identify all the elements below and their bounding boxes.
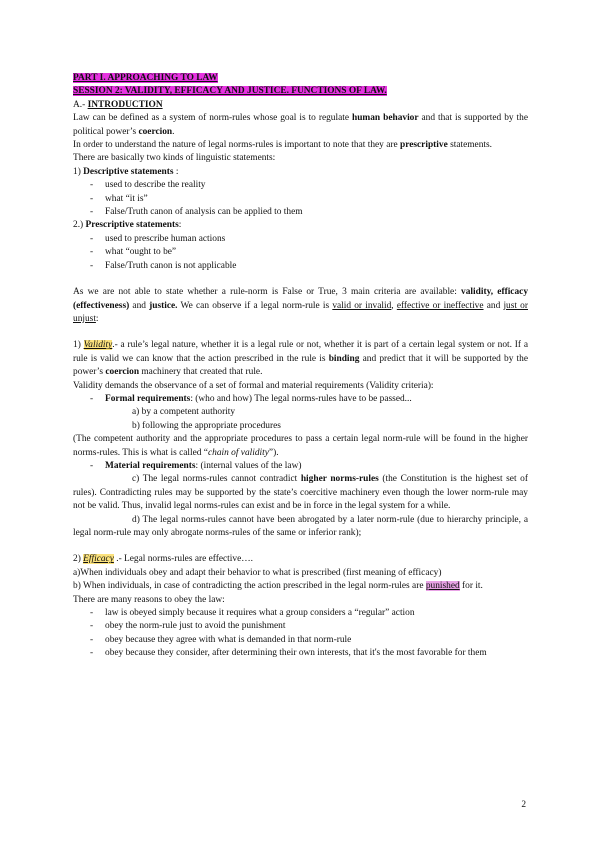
material-requirements [73, 460, 528, 473]
document-body [73, 72, 528, 661]
list-item: - used to prescribe human actions [73, 233, 528, 246]
list-item: - obey the norm-rule just to avoid the punishment [73, 620, 528, 633]
list-item: - False/Truth canon of analysis can be applied to them [73, 206, 528, 219]
session-heading: SESSION 2: VALIDITY, EFFICACY AND JUSTICE. FUNCTIONS OF LAW. [73, 86, 387, 97]
descriptive-list [73, 179, 528, 219]
intro-paragraph-2: In order to understand the nature of legal norms-rules is important to note that they are prescriptive statements. [73, 140, 492, 151]
reasons-intro: There are many reasons to obey the law: [73, 594, 225, 605]
list-item: - law is obeyed simply because it requires what a group considers a “regular” action [73, 607, 528, 620]
efficacy-term: Efficacy [83, 554, 114, 565]
efficacy-item-a: a)When individuals obey and adapt their behavior to what is prescribed (first meaning of efficacy) [73, 567, 442, 578]
list-item: - what “it is” [73, 193, 528, 206]
list-item: - False/Truth canon is not applicable [73, 260, 528, 273]
validity-term: Validity [83, 340, 113, 351]
intro-heading: A.- INTRODUCTION [73, 99, 163, 110]
list-item: - used to describe the reality [73, 179, 528, 192]
page-number: 2 [521, 800, 526, 810]
intro-paragraph-3: There are basically two kinds of linguistic statements: [73, 153, 276, 164]
efficacy-heading: 2) Efficacy .- Legal norms-rules are effective…. [73, 554, 253, 565]
formal-item-a: a) by a competent authority [132, 407, 236, 418]
list-item: - Formal requirements: (who and how) The legal norms-rules have to be passed... [73, 393, 528, 406]
list-item: - what “ought to be” [73, 246, 528, 259]
list-item: - Material requirements: (internal values of the law) [73, 460, 528, 473]
chain-of-validity-note: (The competent authority and the appropriate procedures to pass a certain legal norm-rule will be found in the higher norms-rules. This is what is called “chain of validity”). [73, 434, 528, 458]
descriptive-heading: 1) Descriptive statements : [73, 166, 179, 177]
criteria-paragraph: As we are not able to state whether a rule-norm is False or True, 3 main criteria are available: validity, efficacy (effectiveness) and justice. We can observe if a legal norm-rule is valid or invalid, effective or ineffective and just or unjust: [73, 287, 529, 324]
reasons-list [73, 607, 528, 661]
formal-item-b: b) following the appropriate procedures [132, 420, 281, 431]
prescriptive-heading: 2.) Prescriptive statements: [73, 220, 182, 231]
list-item: - obey because they consider, after determining their own interests, that it's the most favorable for them [73, 647, 528, 660]
list-item: - obey because they agree with what is demanded in that norm-rule [73, 634, 528, 647]
prescriptive-list [73, 233, 528, 273]
efficacy-item-b: b) When individuals, in case of contradicting the action prescribed in the legal norm-rules are punished for it. [73, 581, 483, 592]
material-item-c: c) The legal norms-rules cannot contradict higher norms-rules (the Constitution is the highest set of rules). Contradicting rules may be supported by the state’s coercitive machinery even though the lower norm-rule may not be valid. Thus, invalid legal norms-rules can exist and be in force in the legal system for a while. [73, 474, 528, 512]
validity-paragraph: 1) Validity.- a rule’s legal nature, whether it is a legal rule or not, whether it is part of a certain legal system or not. If a rule is valid we can know that the action prescribed in the rule is binding and predict that it will be supported by the power’s coercion machinery that created that rule. [73, 340, 528, 378]
formal-requirements [73, 393, 528, 406]
material-item-d: d) The legal norms-rules cannot have been abrogated by a later norm-rule (due to hierarchy principle, a legal norm-rule may only abrogate norms-rules of the same or inferior rank); [73, 514, 528, 538]
intro-paragraph-1: Law can be defined as a system of norm-rules whose goal is to regulate human behavior and that is supported by the political power’s coercion. [73, 113, 528, 137]
part-heading: PART I. APPROACHING TO LAW [73, 73, 218, 83]
validity-criteria-intro: Validity demands the observance of a set of formal and material requirements (Validity criteria): [73, 380, 434, 391]
